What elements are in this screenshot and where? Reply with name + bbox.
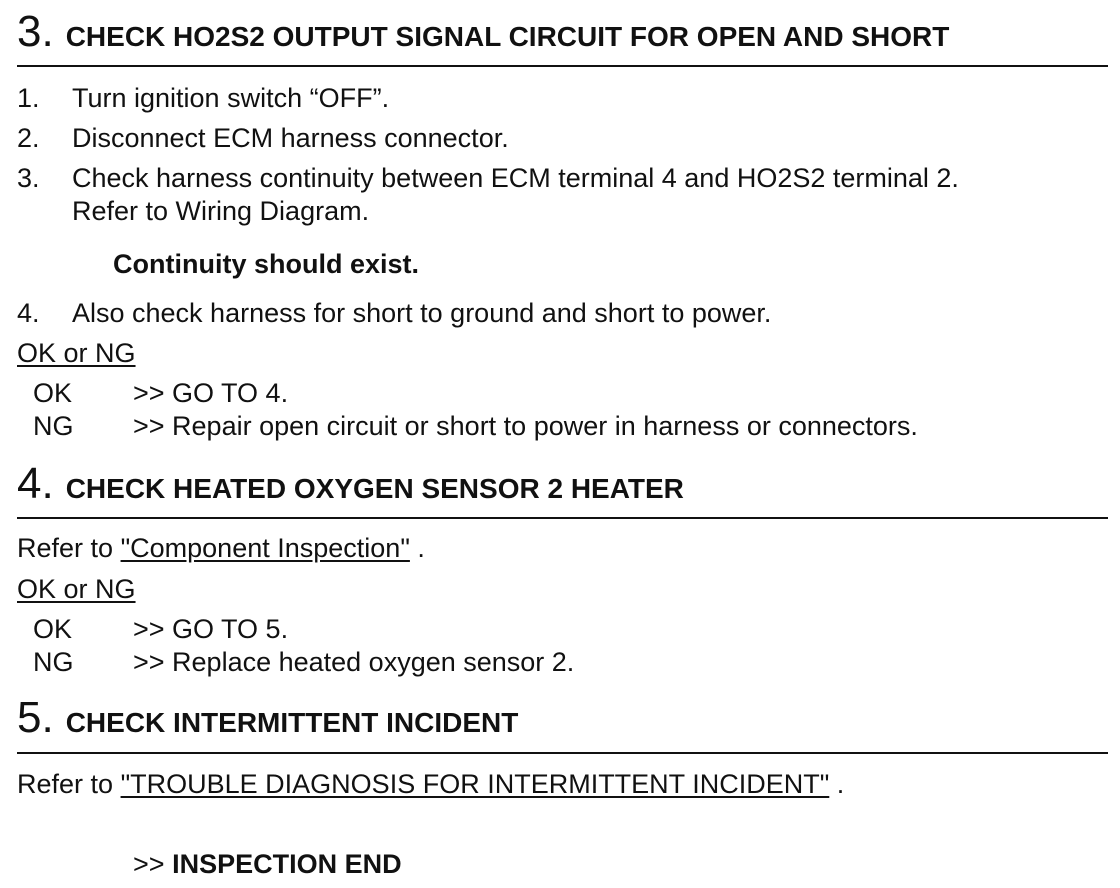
step-3-title: CHECK HO2S2 OUTPUT SIGNAL CIRCUIT FOR OPEN AND SHORT xyxy=(65,21,950,52)
inspection-end-prefix: >> xyxy=(133,849,165,879)
ok-code: OK xyxy=(33,614,73,644)
item-text: Turn ignition switch “OFF”. xyxy=(72,83,390,113)
item-text: Also check harness for short to ground and short to power. xyxy=(72,298,772,328)
step-3-result-label: OK or NG xyxy=(17,338,136,368)
step-5-title: CHECK INTERMITTENT INCIDENT xyxy=(65,707,519,738)
step-5-number: 5. xyxy=(17,693,54,742)
step-4-refer-line xyxy=(17,533,425,563)
item-number: 2. xyxy=(17,123,40,153)
ng-code: NG xyxy=(33,647,74,677)
step-4-heading xyxy=(17,459,684,508)
ok-code: OK xyxy=(33,378,73,408)
item-number: 4. xyxy=(17,298,40,328)
refer-prefix: Refer to xyxy=(17,533,114,563)
ok-action: >> GO TO 4. xyxy=(133,378,289,408)
step-3-heading xyxy=(17,7,950,56)
step-3-number: 3. xyxy=(17,7,54,56)
item-text: Refer to Wiring Diagram. xyxy=(72,196,370,226)
step-5-refer-line xyxy=(17,769,844,799)
ok-action: >> GO TO 5. xyxy=(133,614,289,644)
continuity-spec: Continuity should exist. xyxy=(113,249,420,279)
step-3-divider xyxy=(17,65,1108,67)
intermittent-incident-link[interactable]: "TROUBLE DIAGNOSIS FOR INTERMITTENT INCIDENT" xyxy=(120,769,830,799)
step-5-heading xyxy=(17,693,519,742)
component-inspection-link[interactable]: "Component Inspection" xyxy=(120,533,410,563)
refer-suffix: . xyxy=(836,769,845,799)
ng-action: >> Replace heated oxygen sensor 2. xyxy=(133,647,575,677)
item-text: Disconnect ECM harness connector. xyxy=(72,123,509,153)
refer-suffix: . xyxy=(417,533,425,563)
step-5-divider xyxy=(17,752,1108,754)
step-4-result-label: OK or NG xyxy=(17,574,136,604)
step-4-title: CHECK HEATED OXYGEN SENSOR 2 HEATER xyxy=(65,473,684,504)
inspection-end xyxy=(133,849,402,879)
item-text: Check harness continuity between ECM terminal 4 and HO2S2 terminal 2. xyxy=(72,163,959,193)
step-4-divider xyxy=(17,517,1108,519)
item-number: 1. xyxy=(17,83,40,113)
item-number: 3. xyxy=(17,163,40,193)
refer-prefix: Refer to xyxy=(17,769,114,799)
inspection-end-label: INSPECTION END xyxy=(172,849,402,879)
ng-action: >> Repair open circuit or short to power in harness or connectors. xyxy=(133,411,918,441)
ng-code: NG xyxy=(33,411,74,441)
step-4-number: 4. xyxy=(17,459,54,508)
